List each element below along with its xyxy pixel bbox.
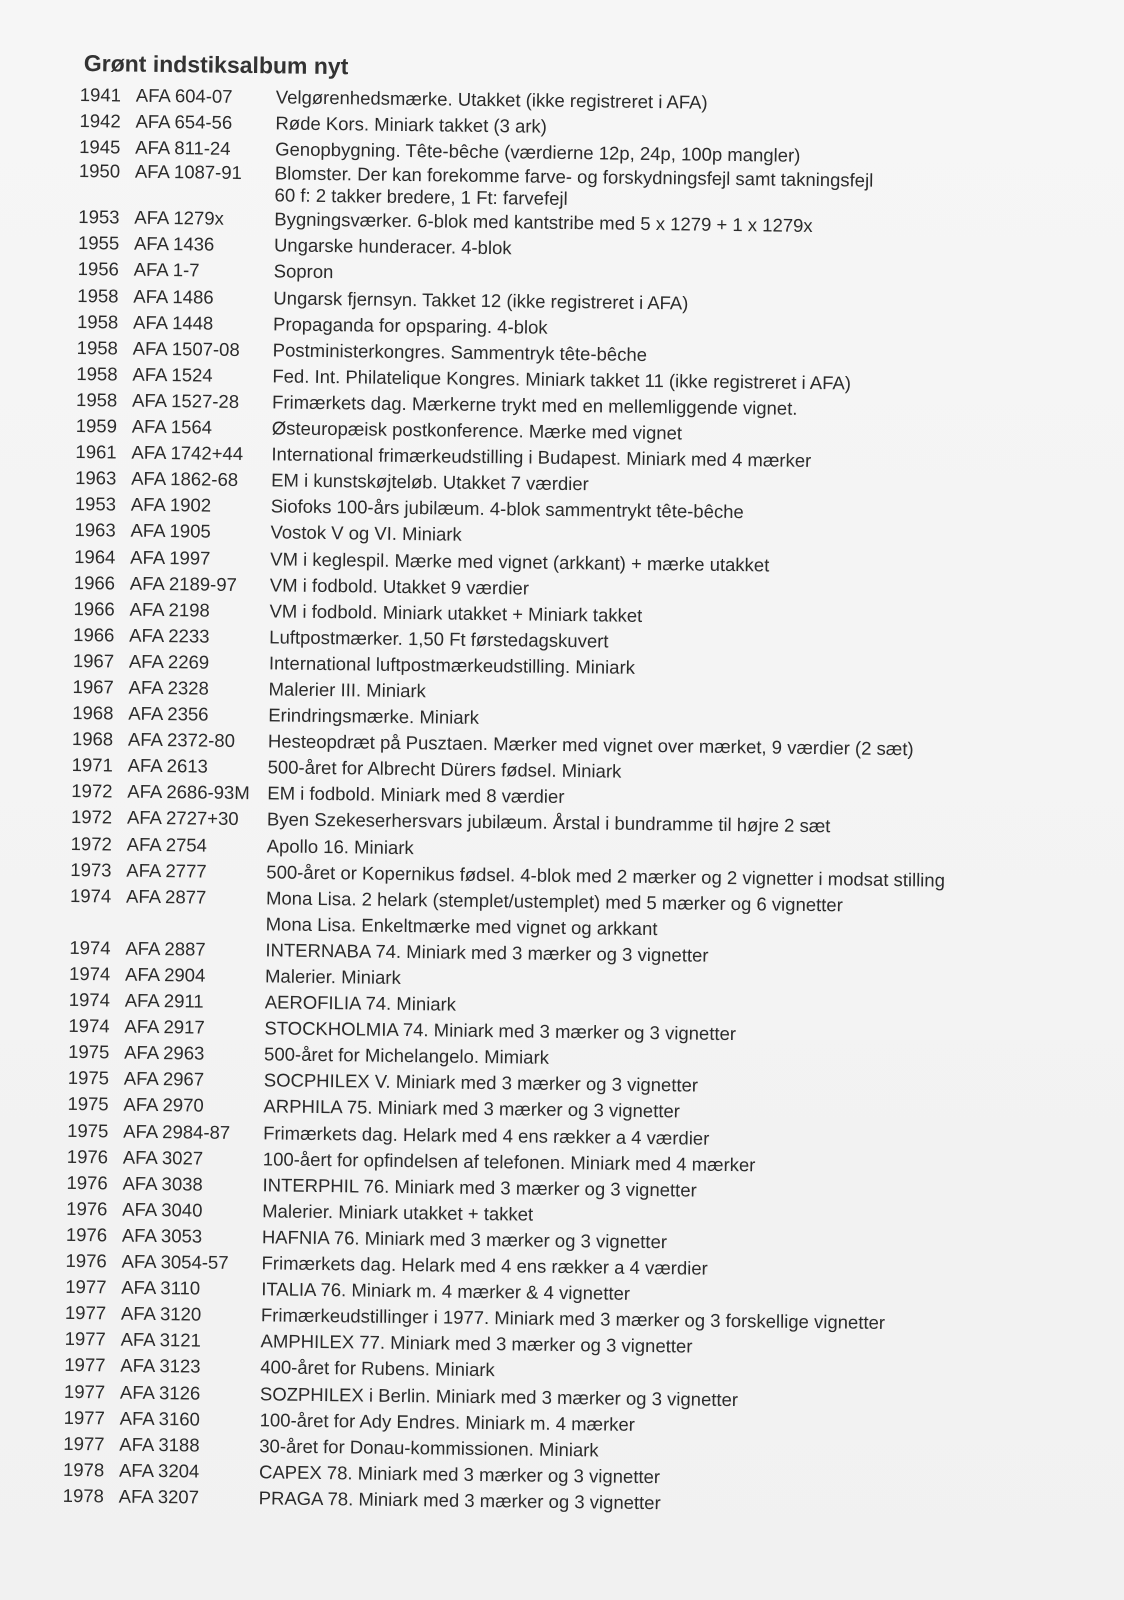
entry-afa-number: AFA 3038 xyxy=(122,1172,203,1195)
entry-description: STOCKHOLMIA 74. Miniark med 3 mærker og 3 vignetter xyxy=(264,1017,737,1045)
entry-afa-number: AFA 2963 xyxy=(124,1041,205,1064)
entry-afa-number: AFA 2328 xyxy=(128,676,209,699)
entry-year: 1958 xyxy=(77,284,119,307)
entry-afa-number: AFA 1436 xyxy=(133,233,215,256)
entry-afa-number: AFA 1524 xyxy=(132,363,213,386)
entry-description: Frimærkets dag. Mærkerne trykt med en mellemliggende vignet. xyxy=(271,391,798,419)
entry-afa-number: AFA 2613 xyxy=(127,754,209,777)
entry-description: Genopbygning. Tête-bêche (værdierne 12p, 24p, 100p mangler) xyxy=(275,138,801,166)
entry-description: ARPHILA 75. Miniark med 3 mærker og 3 vignetter xyxy=(263,1095,681,1122)
entry-afa-number: AFA 3027 xyxy=(122,1146,204,1169)
entry-year: 1950 xyxy=(78,160,121,182)
entry-year: 1966 xyxy=(73,571,116,594)
entry-year: 1972 xyxy=(71,780,113,802)
entry-afa-number: AFA 2777 xyxy=(126,859,207,882)
entry-description: Postministerkongres. Sammentryk tête-bêche xyxy=(272,339,648,365)
entry-description: VM i fodbold. Miniark utakket + Miniark takket xyxy=(269,600,643,626)
entry-description: Østeuropæisk postkonference. Mærke med vignet xyxy=(271,417,683,444)
entry-description: VM i fodbold. Utakket 9 værdier xyxy=(269,573,530,599)
entry-afa-number: AFA 3188 xyxy=(119,1433,200,1456)
entry-afa-number: AFA 2686-93M xyxy=(127,780,250,804)
entry-year: 1975 xyxy=(67,1093,109,1115)
entry-year: 1958 xyxy=(76,310,119,333)
entry-year: 1975 xyxy=(67,1119,109,1141)
entry-description: Erindringsmærke. Miniark xyxy=(268,704,480,728)
entry-afa-number: AFA 2356 xyxy=(128,702,209,725)
entry-description: ITALIA 76. Miniark m. 4 mærker & 4 vignetter xyxy=(261,1278,631,1304)
entry-description: Ungarsk fjernsyn. Takket 12 (ikke registreret i AFA) xyxy=(273,286,689,314)
entry-afa-number: AFA 1507-08 xyxy=(132,337,240,360)
entry-description: Luftpostmærker. 1,50 Ft førstedagskuvert xyxy=(269,626,609,652)
entry-afa-number xyxy=(126,928,266,930)
entry-year: 1953 xyxy=(78,206,120,228)
entry-afa-number: AFA 1862-68 xyxy=(131,467,239,491)
entry-year: 1942 xyxy=(79,110,121,132)
entry-afa-number: AFA 654-56 xyxy=(135,110,233,133)
entry-afa-number: AFA 2967 xyxy=(123,1067,205,1090)
entry-afa-number: AFA 2917 xyxy=(124,1015,205,1038)
page-title: Grønt indstiksalbum nyt xyxy=(83,50,349,80)
entry-afa-number: AFA 1448 xyxy=(132,311,214,334)
entry-year: 1977 xyxy=(65,1276,107,1298)
entry-description: EM i kunstskøjteløb. Utakket 7 værdier xyxy=(271,469,589,495)
entry-afa-number: AFA 3160 xyxy=(119,1407,201,1430)
entry-afa-number: AFA 2269 xyxy=(128,650,210,673)
entry-afa-number: AFA 3204 xyxy=(118,1459,200,1482)
entry-afa-number: AFA 1902 xyxy=(130,493,212,516)
entry-year: 1978 xyxy=(62,1458,105,1481)
entry-year: 1977 xyxy=(63,1380,106,1402)
entry-year: 1958 xyxy=(76,336,119,359)
entry-year xyxy=(70,928,126,929)
entry-year: 1967 xyxy=(72,675,114,698)
entry-description: Røde Kors. Miniark takket (3 ark) xyxy=(275,112,548,137)
entry-year: 1964 xyxy=(74,545,116,567)
entry-description: Blomster. Der kan forekomme farve- og forskydningsfejl samt takningsfejl 60 f: 2 takker bredere, 1 Ft: farvefejl xyxy=(274,162,874,210)
entry-description: Malerier III. Miniark xyxy=(268,678,426,702)
entry-description: HAFNIA 76. Miniark med 3 mærker og 3 vignetter xyxy=(261,1226,668,1253)
entry-year: 1963 xyxy=(75,467,117,489)
entry-description: 100-åert for opfindelsen af telefonen. Miniark med 4 mærker xyxy=(262,1147,756,1175)
entry-description: International luftpostmærkeudstilling. Miniark xyxy=(268,652,636,678)
entry-afa-number: AFA 2970 xyxy=(123,1094,204,1117)
entry-year: 1966 xyxy=(73,623,115,646)
entry-afa-number: AFA 2904 xyxy=(124,963,206,986)
entry-afa-number: AFA 1-7 xyxy=(133,259,200,281)
entry-description: Mona Lisa. 2 helark (stemplet/ustemplet) med 5 mærker og 6 vignetter xyxy=(265,887,843,916)
entry-description: Bygningsværker. 6-blok med kantstribe med 5 x 1279 + 1 x 1279x xyxy=(274,208,813,237)
entry-year: 1953 xyxy=(74,493,117,515)
entry-year: 1974 xyxy=(68,989,111,1011)
entry-year: 1976 xyxy=(65,1249,107,1272)
entry-afa-number: AFA 2233 xyxy=(129,624,210,647)
entry-afa-number: AFA 1997 xyxy=(130,546,211,569)
entry-description: 500-året or Kopernikus fødsel. 4-blok med 2 mærker og 2 vignetter i modsat stilling xyxy=(266,860,946,891)
entry-year: 1955 xyxy=(77,232,120,254)
entry-afa-number: AFA 3123 xyxy=(120,1354,201,1377)
entry-description: Hesteopdræt på Pusztaen. Mærker med vignet over mærket, 9 værdier (2 sæt) xyxy=(267,730,914,760)
entry-description: Frimærkets dag. Helark med 4 ens rækker a 4 værdier xyxy=(263,1121,710,1149)
entry-afa-number: AFA 2754 xyxy=(126,833,208,856)
entry-afa-number: AFA 811-24 xyxy=(135,136,231,160)
entry-afa-number: AFA 3120 xyxy=(120,1302,202,1325)
entry-description: 500-året for Michelangelo. Mimiark xyxy=(264,1043,550,1069)
entry-year: 1972 xyxy=(70,806,113,828)
entry-year: 1974 xyxy=(68,962,111,985)
entry-description: 400-året for Rubens. Miniark xyxy=(260,1356,495,1381)
entry-afa-number: AFA 2984-87 xyxy=(123,1120,231,1143)
entry-description: 500-året for Albrecht Dürers fødsel. Miniark xyxy=(267,756,622,782)
entry-afa-number: AFA 1486 xyxy=(133,285,214,308)
entry-description: Propaganda for opsparing. 4-blok xyxy=(272,313,548,338)
entry-description: AEROFILIA 74. Miniark xyxy=(264,991,457,1015)
entry-year: 1977 xyxy=(63,1406,105,1428)
entry-description: Apollo 16. Miniark xyxy=(266,834,414,858)
entry-afa-number: AFA 2911 xyxy=(124,989,204,1012)
entry-year: 1961 xyxy=(75,441,117,463)
entry-year: 1977 xyxy=(64,1354,106,1376)
entry-year: 1976 xyxy=(66,1145,109,1168)
entry-afa-number: AFA 3053 xyxy=(121,1224,203,1247)
entry-description: VM i keglespil. Mærke med vignet (arkkant) + mærke utakket xyxy=(270,547,770,575)
entry-year: 1974 xyxy=(69,936,111,959)
entry-year: 1974 xyxy=(68,1015,110,1037)
entry-year: 1963 xyxy=(74,519,116,541)
entry-afa-number: AFA 2877 xyxy=(125,885,207,908)
entry-description: Sopron xyxy=(273,260,334,283)
entry-afa-number: AFA 1742+44 xyxy=(131,441,244,465)
entry-afa-number: AFA 3054-57 xyxy=(121,1250,229,1273)
entry-description: Velgørenhedsmærke. Utakket (ikke registreret i AFA) xyxy=(275,86,708,113)
entry-afa-number: AFA 2198 xyxy=(129,598,210,621)
entry-year: 1975 xyxy=(67,1067,110,1089)
entry-year: 1977 xyxy=(64,1328,106,1350)
entry-description: SOCPHILEX V. Miniark med 3 mærker og 3 vignetter xyxy=(263,1069,699,1096)
entry-afa-number: AFA 1564 xyxy=(131,415,213,438)
entry-afa-number: AFA 3110 xyxy=(121,1276,201,1299)
entry-year: 1972 xyxy=(70,832,112,854)
entry-description: Siofoks 100-års jubilæum. 4-blok sammentrykt tête-bêche xyxy=(270,495,744,523)
entry-year: 1959 xyxy=(75,415,118,437)
entry-description: 30-året for Donau-kommissionen. Miniark xyxy=(259,1434,599,1461)
entry-year: 1977 xyxy=(64,1302,107,1324)
entry-year: 1968 xyxy=(72,702,114,724)
entry-year: 1976 xyxy=(65,1223,108,1246)
entry-description: Byen Szekeserhersvars jubilæum. Årstal i bundramme til højre 2 sæt xyxy=(266,808,831,837)
entry-description: INTERNABA 74. Miniark med 3 mærker og 3 vignetter xyxy=(265,939,709,966)
entry-afa-number: AFA 1279x xyxy=(134,206,224,230)
entry-year: 1958 xyxy=(75,388,118,411)
entry-description: Fed. Int. Philatelique Kongres. Miniark takket 11 (ikke registreret i AFA) xyxy=(272,365,852,394)
entry-year: 1967 xyxy=(72,649,115,672)
entry-description: Frimærkeudstillinger i 1977. Miniark med 3 mærker og 3 forskellige vignetter xyxy=(260,1304,886,1334)
entry-year: 1975 xyxy=(68,1041,110,1063)
entry-year: 1958 xyxy=(76,362,118,385)
entry-description: 100-året for Ady Endres. Miniark m. 4 mærker xyxy=(259,1408,636,1435)
entry-description: PRAGA 78. Miniark med 3 mærker og 3 vignetter xyxy=(258,1487,661,1514)
entry-year: 1941 xyxy=(79,83,122,106)
entry-description: International frimærkeudstilling i Budapest. Miniark med 4 mærker xyxy=(271,443,812,472)
entry-afa-number: AFA 3207 xyxy=(118,1485,200,1508)
entry-description: Malerier. Miniark utakket + takket xyxy=(262,1200,534,1225)
entry-year: 1945 xyxy=(79,136,121,158)
entry-afa-number: AFA 604-07 xyxy=(135,84,233,107)
entry-description: Frimærkets dag. Helark med 4 ens rækker a 4 værdier xyxy=(261,1252,708,1279)
entry-afa-number: AFA 1527-28 xyxy=(131,389,240,412)
entry-description: EM i fodbold. Miniark med 8 værdier xyxy=(267,782,565,808)
entry-year: 1956 xyxy=(77,258,119,280)
entry-description: SOZPHILEX i Berlin. Miniark med 3 mærker og 3 vignetter xyxy=(259,1382,739,1410)
entry-afa-number: AFA 2189-97 xyxy=(129,572,237,595)
entry-year: 1971 xyxy=(71,754,113,776)
entry-year: 1966 xyxy=(73,597,115,620)
entry-afa-number: AFA 1905 xyxy=(130,520,211,543)
entry-year: 1976 xyxy=(66,1197,108,1220)
entry-year: 1968 xyxy=(71,728,114,750)
stamp-list xyxy=(63,82,1040,1521)
entry-year: 1974 xyxy=(69,884,112,907)
entry-description: Ungarske hunderacer. 4-blok xyxy=(273,234,512,259)
entry-description: CAPEX 78. Miniark med 3 mærker og 3 vignetter xyxy=(258,1461,661,1487)
entry-afa-number: AFA 2727+30 xyxy=(126,807,239,830)
entry-afa-number: AFA 3040 xyxy=(122,1198,203,1221)
entry-description: Mona Lisa. Enkeltmærke med vignet og arkkant xyxy=(265,913,658,939)
entry-afa-number: AFA 3121 xyxy=(120,1328,201,1351)
entry-year: 1973 xyxy=(70,858,112,881)
entry-year: 1977 xyxy=(63,1432,105,1455)
entry-year: 1976 xyxy=(66,1171,108,1194)
entry-afa-number: AFA 2372-80 xyxy=(127,728,236,752)
entry-description: Vostok V og VI. Miniark xyxy=(270,521,462,546)
entry-description: INTERPHIL 76. Miniark med 3 mærker og 3 vignetter xyxy=(262,1174,697,1201)
entry-year: 1978 xyxy=(62,1484,105,1507)
entry-description: Malerier. Miniark xyxy=(264,965,401,988)
entry-afa-number: AFA 1087-91 xyxy=(134,160,243,184)
entry-description: AMPHILEX 77. Miniark med 3 mærker og 3 vignetter xyxy=(260,1330,693,1357)
entry-afa-number: AFA 3126 xyxy=(119,1381,201,1404)
entry-afa-number: AFA 2887 xyxy=(125,937,206,960)
